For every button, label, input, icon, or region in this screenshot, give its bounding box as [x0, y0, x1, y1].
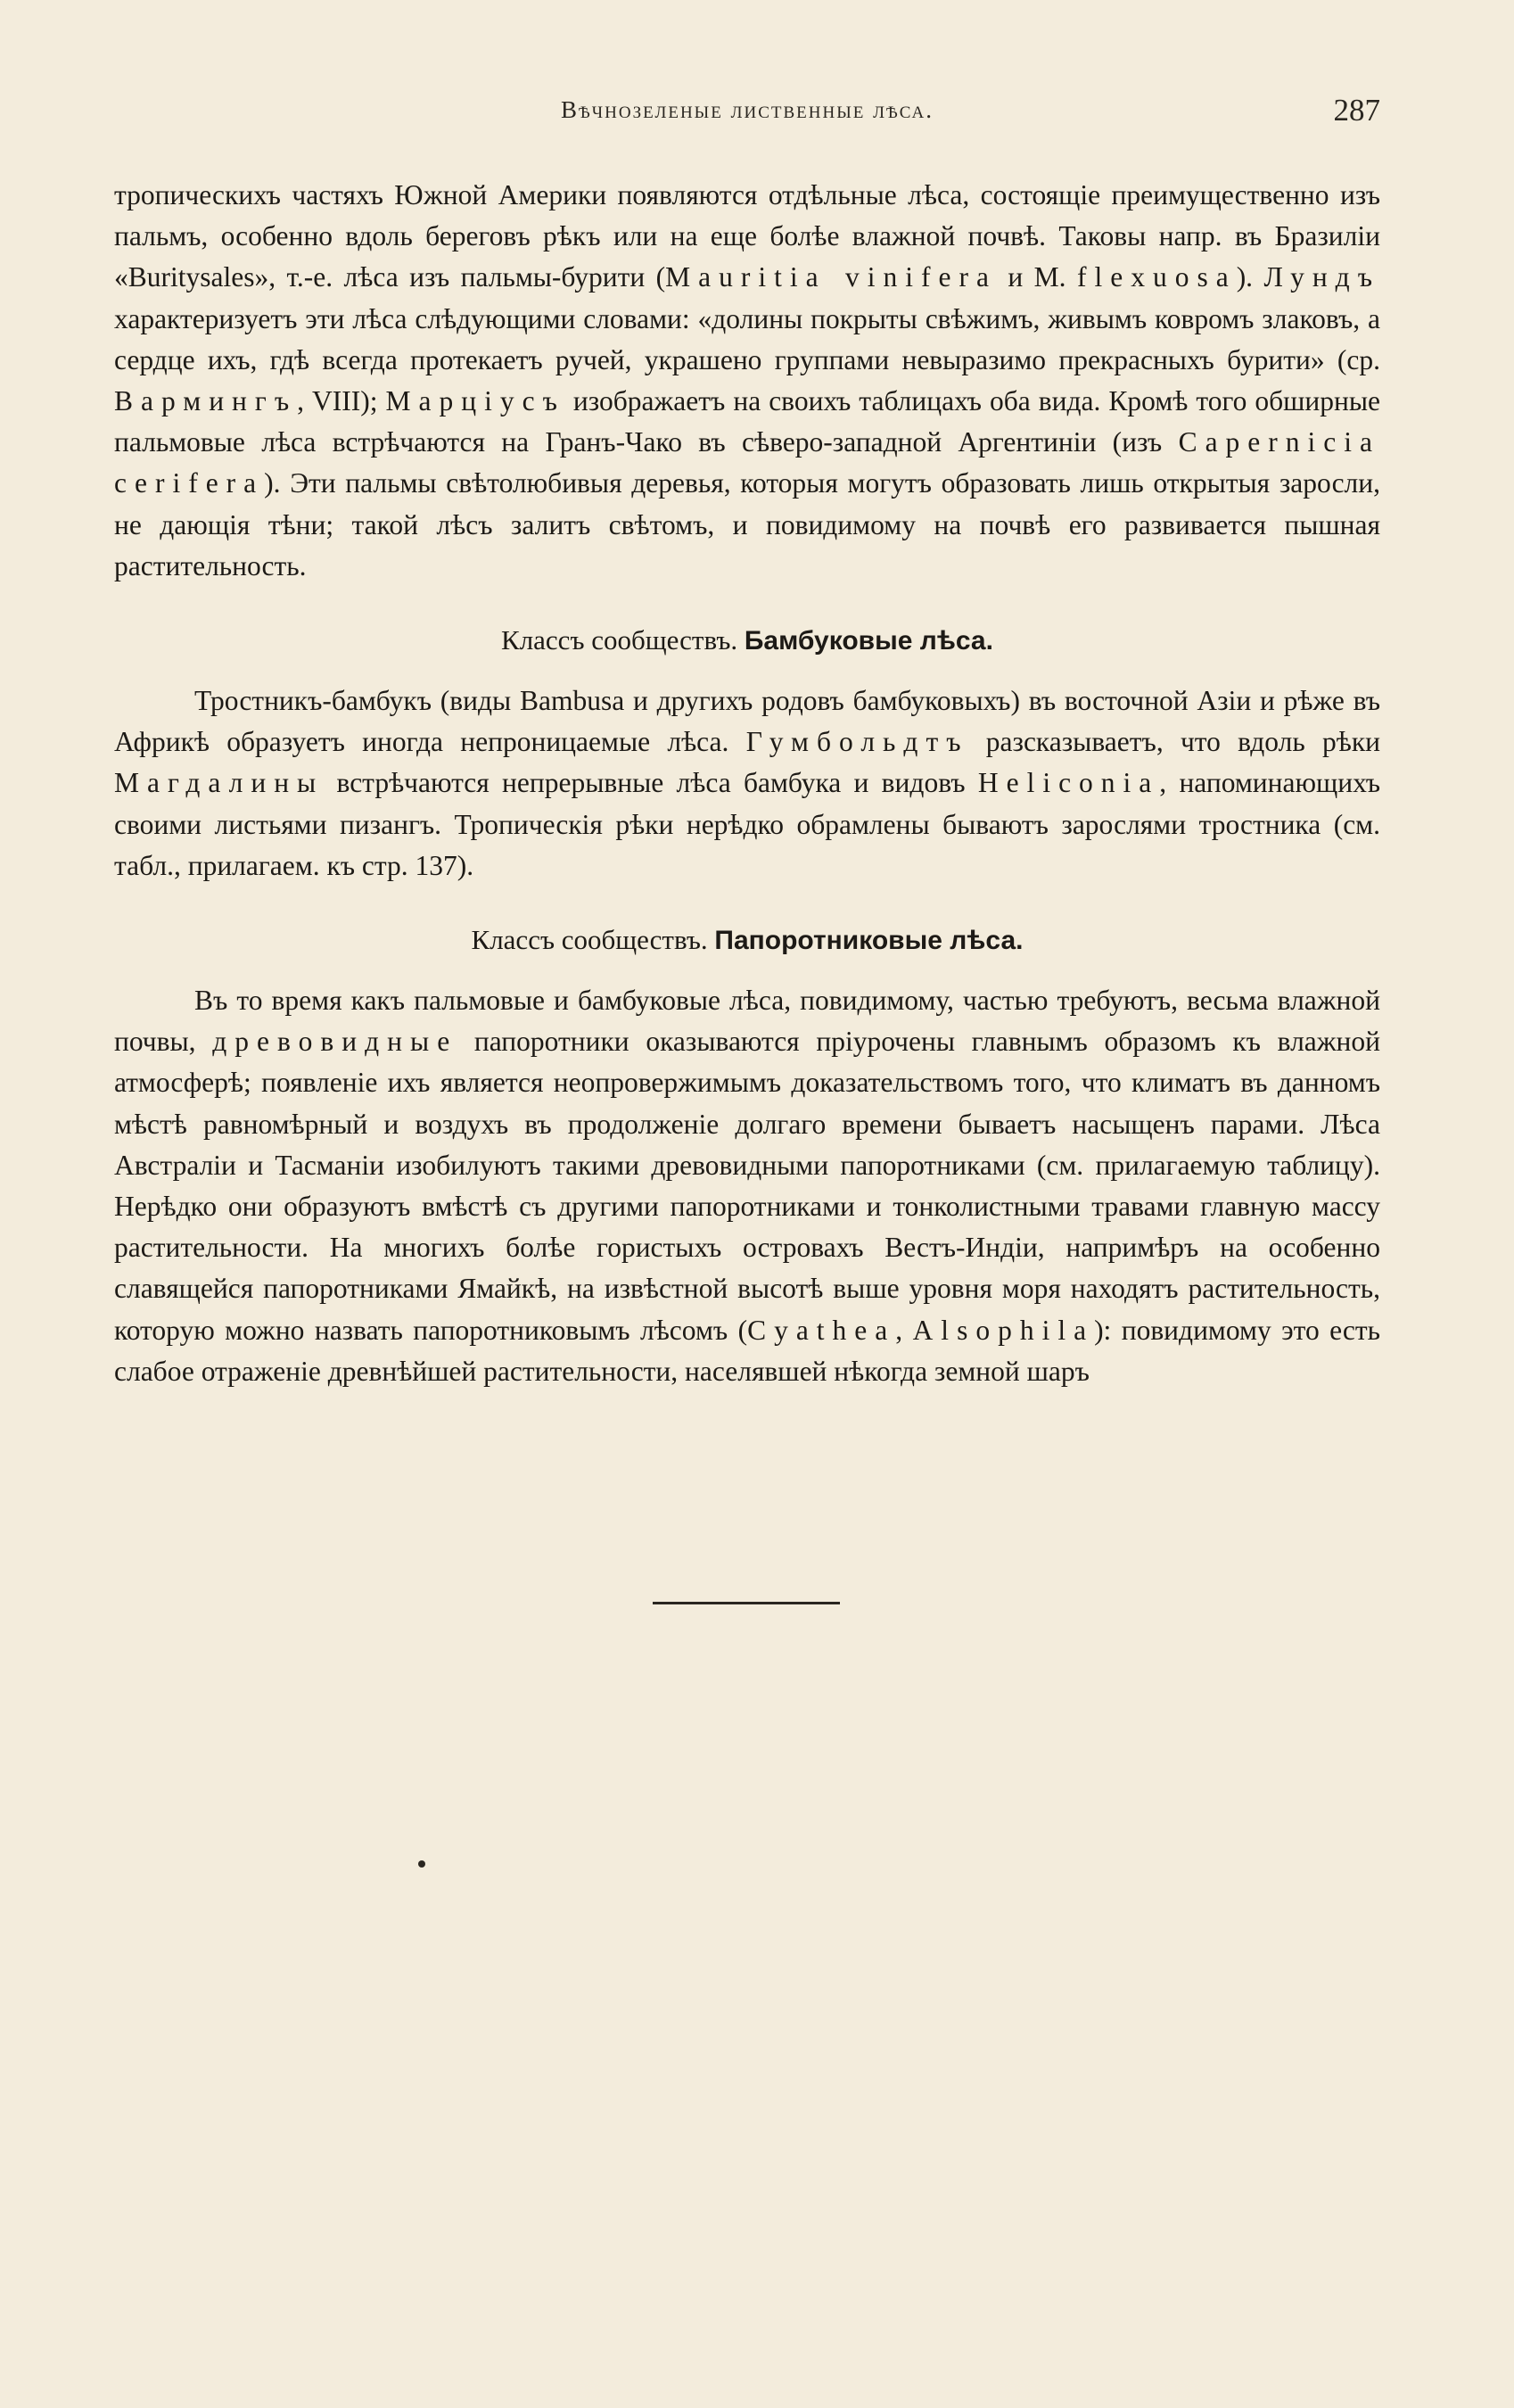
- text-run: изображаетъ на своихъ таблицахъ оба вида. Кромѣ того обширные пальмовые лѣса встрѣчаются на Гранъ-Чако въ сѣверо-западной Аргентиніи (изъ: [114, 385, 1380, 458]
- text-run: встрѣчаются непрерывные лѣса бамбука и видовъ: [324, 767, 978, 799]
- spaced-name: Магдалины: [114, 767, 325, 799]
- body-text: [114, 175, 1380, 1392]
- text-run: ,: [895, 1314, 913, 1346]
- running-title: Вѣчнозеленые лиственные лѣса.: [561, 96, 934, 123]
- text-run: ).: [1236, 261, 1264, 293]
- spaced-term: Alsophila: [912, 1314, 1095, 1346]
- heading-title: Папоротниковые лѣса.: [714, 926, 1024, 956]
- running-head: [114, 93, 1380, 136]
- text-run: тропическихъ частяхъ Южной Америки появляются отдѣльные лѣса, состоящіе преимущественно изъ пальмъ, особенно вдоль береговъ рѣкъ или на еще болѣе влажной почвѣ. Таковы напр. въ Бразиліи «Buritysales», т.-е. лѣса изъ пальмы-бурити (: [114, 179, 1380, 293]
- spaced-name: Марціусъ: [385, 385, 565, 417]
- spaced-name: Лундъ: [1263, 261, 1380, 293]
- text-run: и M.: [996, 261, 1077, 293]
- text-run: папоротники оказываются пріурочены главнымъ образомъ къ влажной атмосферѣ; появленіе ихъ является неопровержимымъ доказательствомъ того, что климатъ въ данномъ мѣстѣ равномѣрный и воздухъ въ продолженіе долгаго времени бываетъ насыщенъ парами. Лѣса Австраліи и Тасманіи изобилуютъ такими древовидными папоротниками (см. прилагаемую таблицу). Нерѣдко они образуютъ вмѣстѣ съ другими папоротниками и тонколистными травами главную массу растительности. На многихъ болѣе гористыхъ островахъ Вестъ-Индіи, напримѣръ на особенно славящейся папоротниками Ямайкѣ, на извѣстной высотѣ выше уровня моря находятъ растительность, которую можно назвать папоротниковымъ лѣсомъ (: [114, 1026, 1381, 1346]
- heading-prefix: Классъ сообществъ.: [471, 924, 708, 956]
- section-heading-bamboo: [114, 623, 1380, 659]
- paragraph-bamboo-forests: [114, 680, 1380, 887]
- section-heading-fern: [114, 922, 1380, 959]
- heading-prefix: Классъ сообществъ.: [501, 624, 738, 656]
- end-rule: [653, 1602, 840, 1604]
- text-run: ): повидимому это есть слабое отраженіе древнѣйшей растительности, населявшей нѣкогда земной шаръ: [114, 1314, 1381, 1387]
- spaced-term: Cyathea: [747, 1314, 896, 1346]
- text-run: , напоминающихъ своими листьями пизангъ. Тропическія рѣки нерѣдко обрамлены бываютъ зарослями тростника (см. табл., прилагаем. къ стр. 137).: [114, 767, 1380, 881]
- spaced-term: Mauritia vinifera: [665, 261, 997, 293]
- spaced-term: flexuosa: [1076, 261, 1237, 293]
- ink-dot: [418, 1860, 425, 1868]
- spaced-name: Гумбольдтъ: [745, 726, 969, 758]
- text-run: ). Эти пальмы свѣтолюбивыя деревья, которыя могутъ образовать лишь открытыя заросли, не дающія тѣни; такой лѣсъ залитъ свѣтомъ, и повидимому на почвѣ его развивается пышная растительность.: [114, 467, 1380, 581]
- page-number: 287: [1333, 93, 1380, 128]
- text-run: разсказываетъ, что вдоль рѣки: [968, 726, 1381, 758]
- spaced-term: Heliconia: [977, 767, 1160, 799]
- text-run: характеризуетъ эти лѣса слѣдующими словами: «долины покрыты свѣжимъ, живымъ ковромъ злаковъ, а сердце ихъ, гдѣ всегда протекаетъ ручей, украшено группами невыразимо прекрасныхъ бурити» (ср.: [114, 302, 1380, 375]
- paragraph-palm-forests: [114, 175, 1380, 587]
- spaced-name: Вармингъ: [114, 385, 298, 417]
- text-run: , VIII);: [297, 385, 386, 417]
- spaced-term: древовидные: [212, 1026, 458, 1058]
- paragraph-fern-forests: [114, 980, 1380, 1392]
- spaced-term: Capernicia cerifera: [114, 426, 1380, 499]
- text-run: Тростникъ-бамбукъ (виды Bambusa и другихъ родовъ бамбуковыхъ) въ восточной Азіи и рѣже въ Африкѣ образуетъ иногда непроницаемые лѣса.: [114, 685, 1380, 758]
- heading-title: Бамбуковые лѣса.: [744, 626, 993, 656]
- text-run: Въ то время какъ пальмовые и бамбуковые лѣса, повидимому, частью требуютъ, весьма влажной почвы,: [114, 985, 1380, 1058]
